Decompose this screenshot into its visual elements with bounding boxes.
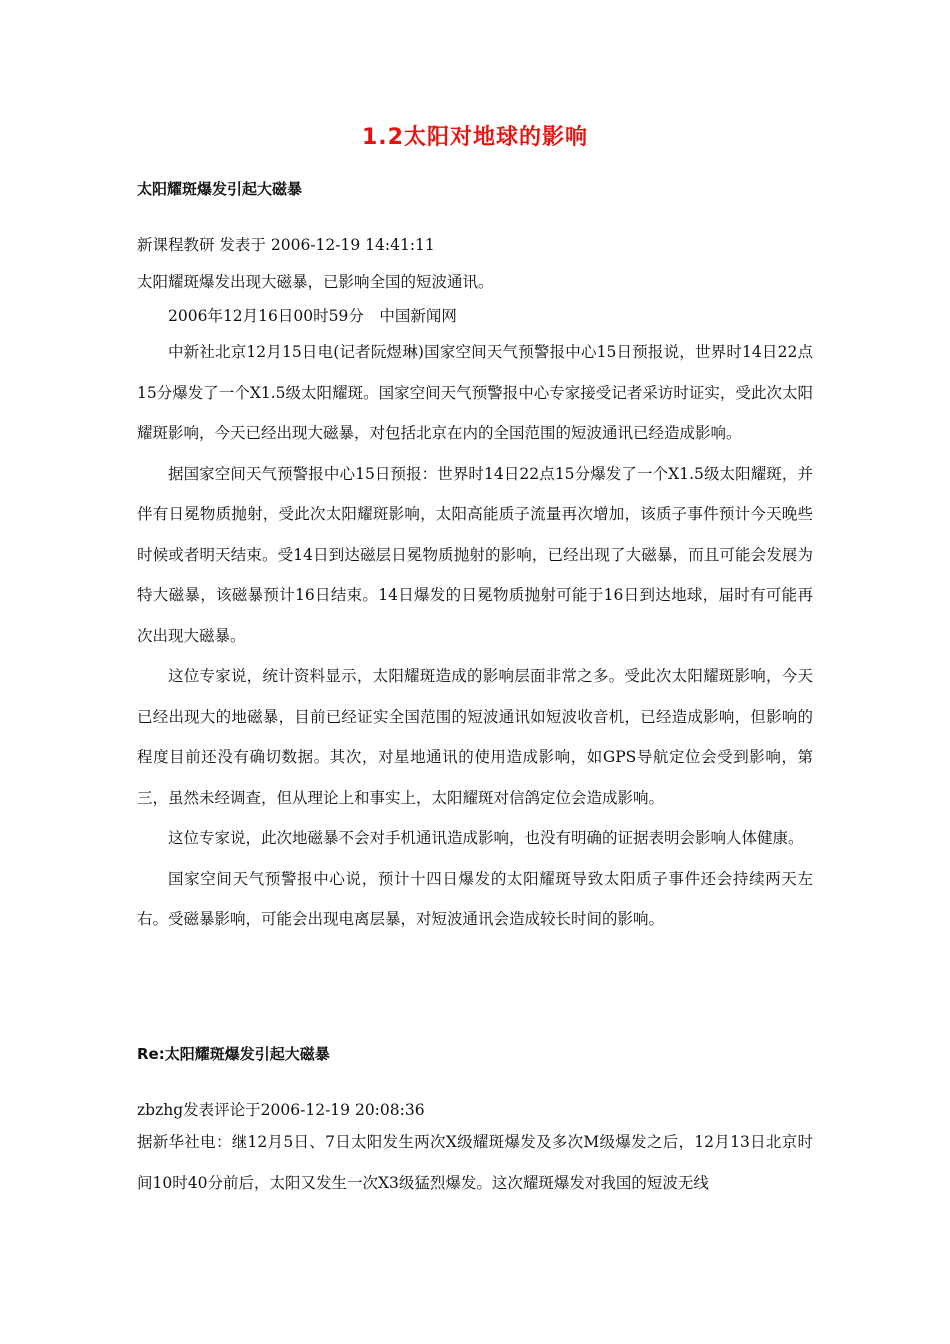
reply-heading: Re:太阳耀斑爆发引起大磁暴 [137, 1045, 330, 1063]
page-title: 1.2太阳对地球的影响 [362, 125, 588, 150]
article-dateline: 2006年12月16日00时59分 中国新闻网 [168, 307, 457, 325]
article-paragraph: 国家空间天气预警报中心说，预计十四日爆发的太阳耀斑导致太阳质子事件还会持续两天左右。受磁暴影响，可能会出现电离层暴，对短波通讯会造成较长时间的影响。 [137, 869, 813, 928]
reply-meta: zbzhg发表评论于2006-12-19 20:08:36 [137, 1101, 425, 1119]
article-meta: 新课程教研 发表于 2006-12-19 14:41:11 [137, 236, 435, 254]
article-lead: 太阳耀斑爆发出现大磁暴，已影响全国的短波通讯。 [137, 273, 494, 291]
article-body [137, 332, 813, 940]
reply-body [137, 1122, 813, 1203]
article-heading: 太阳耀斑爆发引起大磁暴 [137, 180, 303, 198]
article-paragraph: 这位专家说，统计资料显示，太阳耀斑造成的影响层面非常之多。受此次太阳耀斑影响，今天已经出现大的地磁暴，目前已经证实全国范围的短波通讯如短波收音机，已经造成影响，但影响的程度目前还没有确切数据。其次，对星地通讯的使用造成影响，如GPS导航定位会受到影响，第三，虽然未经调查，但从理论上和事实上，太阳耀斑对信鸽定位会造成影响。 [137, 667, 813, 807]
article-paragraph: 中新社北京12月15日电(记者阮煜琳)国家空间天气预警报中心15日预报说，世界时14日22点15分爆发了一个X1.5级太阳耀斑。国家空间天气预警报中心专家接受记者采访时证实，受此次太阳耀斑影响，今天已经出现大磁暴，对包括北京在内的全国范围的短波通讯已经造成影响。 [137, 343, 813, 442]
article-paragraph: 据国家空间天气预警报中心15日预报：世界时14日22点15分爆发了一个X1.5级太阳耀斑，并伴有日冕物质抛射，受此次太阳耀斑影响，太阳高能质子流量再次增加，该质子事件预计今天晚些时候或者明天结束。受14日到达磁层日冕物质抛射的影响，已经出现了大磁暴，而且可能会发展为特大磁暴，该磁暴预计16日结束。14日爆发的日冕物质抛射可能于16日到达地球，届时有可能再次出现大磁暴。 [137, 464, 813, 645]
reply-paragraph: 据新华社电：继12月5日、7日太阳发生两次X级耀斑爆发及多次M级爆发之后，12月13日北京时间10时40分前后，太阳又发生一次X3级猛烈爆发。这次耀斑爆发对我国的短波无线 [137, 1133, 813, 1192]
article-paragraph: 这位专家说，此次地磁暴不会对手机通讯造成影响，也没有明确的证据表明会影响人体健康。 [168, 829, 804, 847]
